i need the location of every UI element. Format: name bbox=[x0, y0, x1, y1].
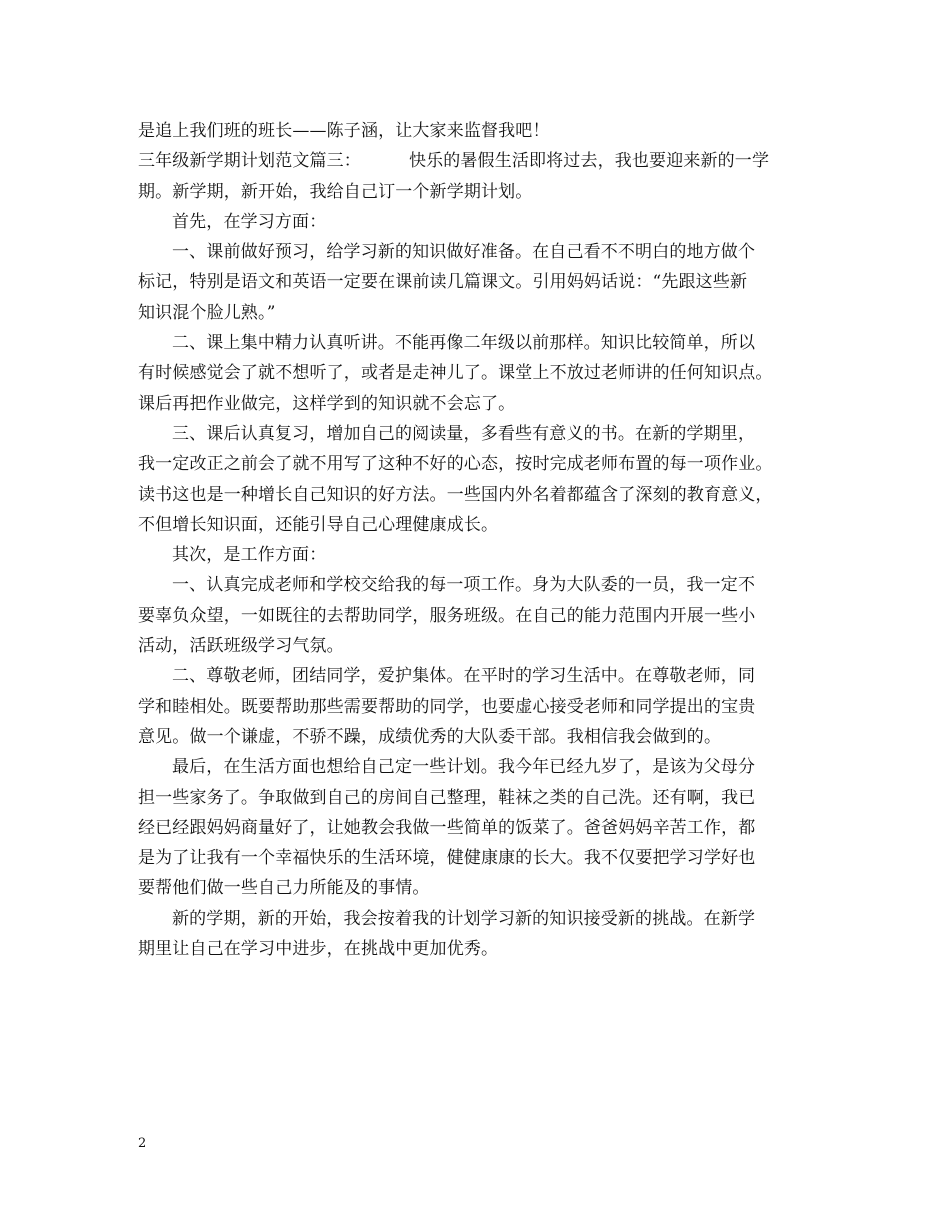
paragraph-start: 快乐的暑假生活即将过去，我也要迎来新的一学 bbox=[408, 151, 770, 172]
text-line: 标记，特别是语文和英语一定要在课前读几篇课文。引用妈妈话说：“先跟这些新 bbox=[138, 272, 748, 293]
text-line: 学和睦相处。既要帮助那些需要帮助的同学，也要虚心接受老师和同学提出的宝贵 bbox=[138, 696, 756, 717]
text-line: 三、课后认真复习，增加自己的阅读量，多看些有意义的书。在新的学期里， bbox=[172, 423, 756, 444]
text-line: 是为了让我有一个幸福快乐的生活环境，健健康康的长大。我不仅要把学习学好也 bbox=[138, 848, 756, 869]
text-line: 最后，在生活方面也想给自己定一些计划。我今年已经九岁了，是该为父母分 bbox=[172, 757, 756, 778]
section-heading: 三年级新学期计划范文篇三： bbox=[138, 151, 361, 172]
text-line: 一、课前做好预习，给学习新的知识做好准备。在自己看不不明白的地方做个 bbox=[172, 242, 756, 263]
page-number: 2 bbox=[138, 1136, 147, 1151]
text-line: 一、认真完成老师和学校交给我的每一项工作。身为大队委的一员，我一定不 bbox=[172, 575, 756, 596]
document-body bbox=[138, 116, 828, 964]
text-line: 要帮他们做一些自己力所能及的事情。 bbox=[138, 878, 430, 899]
text-line: 读书这也是一种增长自己知识的好方法。一些国内外名着都蕴含了深刻的教育意义， bbox=[138, 484, 773, 505]
text-line: 是追上我们班的班长——陈子涵，让大家来监督我吧！ bbox=[138, 121, 550, 141]
text-line: 有时候感觉会了就不想听了，或者是走神儿了。课堂上不放过老师讲的任何知识点。 bbox=[138, 363, 773, 384]
text-line: 活动，活跃班级学习气氛。 bbox=[138, 636, 344, 657]
text-line: 新的学期，新的开始，我会按着我的计划学习新的知识接受新的挑战。在新学 bbox=[172, 908, 756, 929]
text-line: 二、课上集中精力认真听讲。不能再像二年级以前那样。知识比较简单，所以 bbox=[172, 333, 756, 354]
text-line: 知识混个脸儿熟。” bbox=[138, 302, 276, 323]
text-line bbox=[138, 146, 828, 176]
text-line: 二、尊敬老师，团结同学，爱护集体。在平时的学习生活中。在尊敬老师，同 bbox=[172, 666, 756, 687]
text-line: 其次，是工作方面： bbox=[172, 545, 327, 566]
text-line: 首先，在学习方面： bbox=[172, 211, 327, 232]
text-line: 期。新学期，新开始，我给自己订一个新学期计划。 bbox=[138, 181, 533, 202]
text-line: 担一些家务了。争取做到自己的房间自己整理，鞋袜之类的自己洗。还有啊，我已 bbox=[138, 787, 756, 808]
text-line: 意见。做一个谦虚，不骄不躁，成绩优秀的大队委干部。我相信我会做到的。 bbox=[138, 726, 722, 747]
text-line: 要辜负众望，一如既往的去帮助同学，服务班级。在自己的能力范围内开展一些小 bbox=[138, 605, 756, 626]
text-line: 不但增长知识面，还能引导自己心理健康成长。 bbox=[138, 514, 499, 535]
text-line: 经已经跟妈妈商量好了，让她教会我做一些简单的饭菜了。爸爸妈妈辛苦工作，都 bbox=[138, 817, 756, 838]
text-line: 期里让自己在学习中进步，在挑战中更加优秀。 bbox=[138, 939, 499, 960]
text-line: 我一定改正之前会了就不用写了这种不好的心态，按时完成老师布置的每一项作业。 bbox=[138, 454, 773, 475]
text-line: 课后再把作业做完，这样学到的知识就不会忘了。 bbox=[138, 393, 516, 414]
